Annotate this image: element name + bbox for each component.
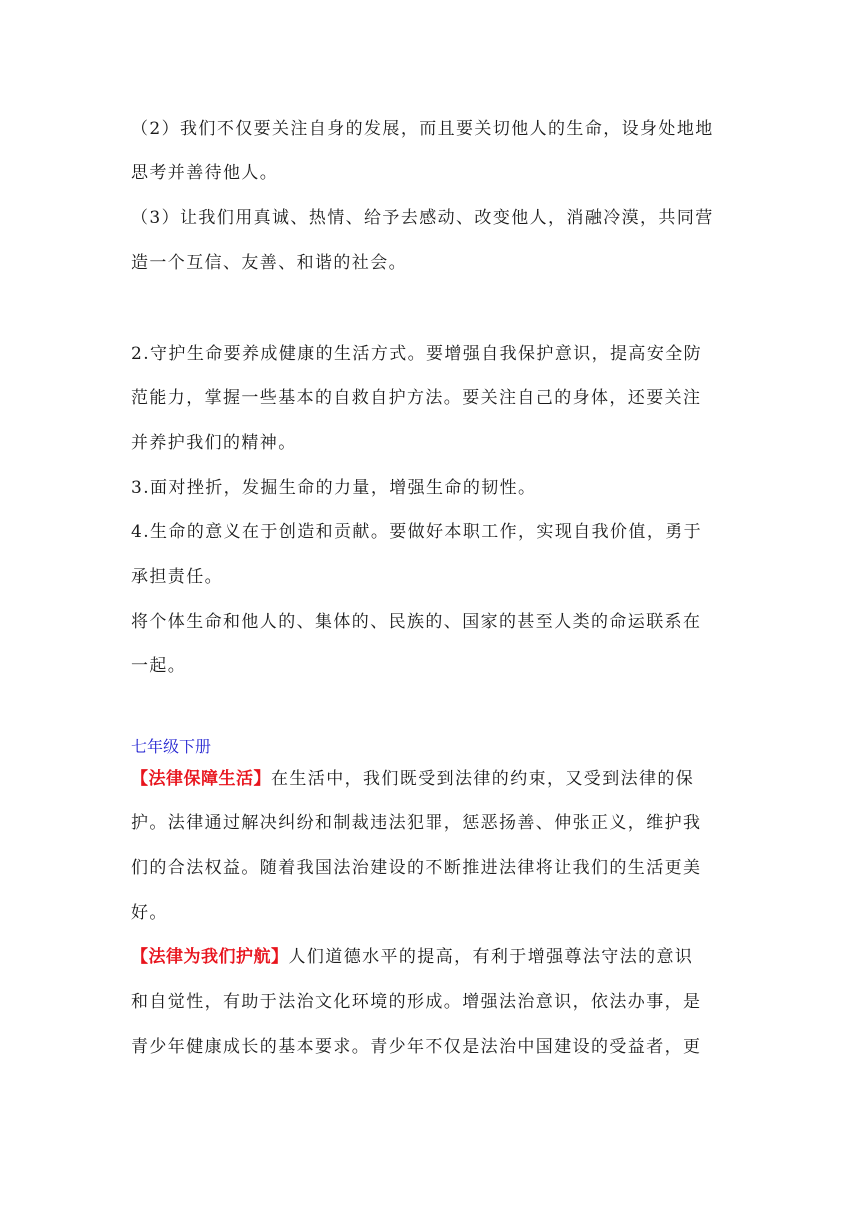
law-life-text: 在生活中，我们既受到法律的约束，又受到法律的保 <box>271 769 695 789</box>
law-guard-text: 人们道德水平的提高，有利于增强尊法守法的意识 <box>288 947 694 967</box>
text-line: 将个体生命和他人的、集体的、民族的、国家的甚至人类的命运联系在 <box>131 612 702 632</box>
text-line: 青少年健康成长的基本要求。青少年不仅是法治中国建设的受益者，更 <box>131 1037 702 1057</box>
text-line <box>131 768 731 790</box>
text-line: 一起。 <box>131 656 187 676</box>
text-line: （3）让我们用真诚、热情、给予去感动、改变他人，消融冷漠，共同营 <box>131 208 714 228</box>
text-line <box>131 946 731 968</box>
text-line: 和自觉性，有助于法治文化环境的形成。增强法治意识，依法办事，是 <box>131 992 702 1012</box>
text-line: 范能力，掌握一些基本的自救自护方法。要关注自己的身体，还要关注 <box>131 388 702 408</box>
text-line: 好。 <box>131 903 168 923</box>
law-guard-tag: 【法律为我们护航】 <box>131 947 289 967</box>
law-life-tag: 【法律保障生活】 <box>131 769 271 789</box>
text-line: （2）我们不仅要关注自身的发展，而且要关切他人的生命，设身处地地 <box>131 119 714 139</box>
text-line: 护。法律通过解决纠纷和制裁违法犯罪，惩恶扬善、伸张正义，维护我 <box>131 813 702 833</box>
text-line: 们的合法权益。随着我国法治建设的不断推进法律将让我们的生活更美 <box>131 858 702 878</box>
section-heading: 七年级下册 <box>131 737 212 756</box>
text-line: 4.生命的意义在于创造和贡献。要做好本职工作，实现自我价值，勇于 <box>131 522 703 542</box>
text-line: 思考并善待他人。 <box>131 163 279 183</box>
text-line: 造一个互信、友善、和谐的社会。 <box>131 253 407 273</box>
text-line: 承担责任。 <box>131 567 223 587</box>
text-line: 3.面对挫折，发掘生命的力量，增强生命的韧性。 <box>131 478 537 498</box>
text-line: 2.守护生命要养成健康的生活方式。要增强自我保护意识，提高安全防 <box>131 344 703 364</box>
text-line: 并养护我们的精神。 <box>131 433 297 453</box>
